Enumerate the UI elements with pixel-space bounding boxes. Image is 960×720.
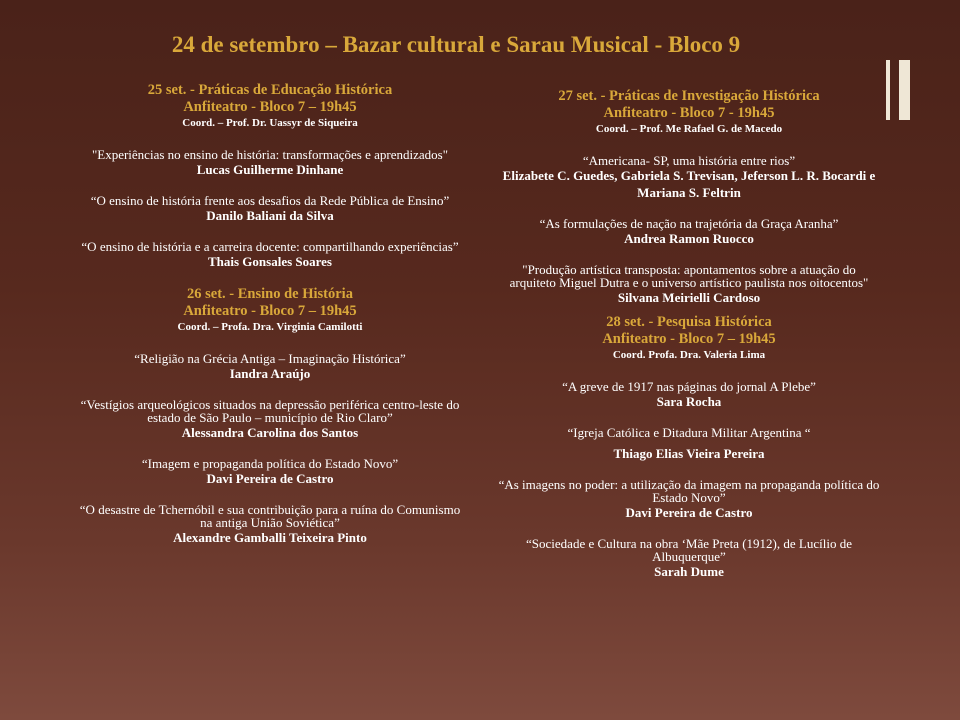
session-coordinator: Coord. Profa. Dra. Valeria Lima bbox=[612, 349, 766, 361]
talk-author: Davi Pereira de Castro bbox=[206, 471, 334, 486]
session-title: 28 set. - Pesquisa Histórica bbox=[606, 314, 772, 330]
talk-title: “Igreja Católica e Ditadura Militar Argentina “ bbox=[567, 425, 811, 440]
talk-title: “As formulações de nação na trajetória da Graça Aranha” bbox=[539, 216, 839, 231]
talk-item bbox=[498, 263, 880, 306]
session-coordinator: Coord. – Prof. Me Rafael G. de Macedo bbox=[595, 123, 783, 135]
talk-author: Davi Pereira de Castro bbox=[625, 505, 753, 520]
talk-title: “Americana- SP, uma história entre rios” bbox=[582, 153, 796, 168]
talk-item bbox=[78, 240, 462, 270]
talk-item bbox=[78, 457, 462, 487]
page-title: 24 de setembro – Bazar cultural e Sarau Musical - Bloco 9 bbox=[171, 32, 741, 57]
talk-item bbox=[498, 426, 880, 462]
talk-title: “O ensino de história frente aos desafios da Rede Pública de Ensino” bbox=[90, 193, 450, 208]
talk-author: Silvana Meirielli Cardoso bbox=[617, 290, 761, 305]
talk-item bbox=[78, 352, 462, 382]
talk-author: Sarah Dume bbox=[654, 564, 724, 579]
talk-item bbox=[78, 194, 462, 224]
talk-author: Lucas Guilherme Dinhane bbox=[196, 162, 344, 177]
talk-item bbox=[498, 478, 880, 521]
talk-item bbox=[78, 148, 462, 178]
talk-author: Andrea Ramon Ruocco bbox=[624, 231, 754, 246]
talk-item bbox=[498, 217, 880, 247]
talk-title: “Religião na Grécia Antiga – Imaginação Histórica” bbox=[134, 351, 406, 366]
talk-author: Iandra Araújo bbox=[229, 366, 311, 381]
talk-title: “As imagens no poder: a utilização da imagem na propaganda política do Estado Novo” bbox=[498, 477, 880, 505]
talk-item bbox=[78, 503, 462, 546]
decorative-bar-thick bbox=[899, 60, 910, 120]
session-title: 27 set. - Práticas de Investigação Histórica bbox=[558, 88, 820, 104]
talk-title: "Experiências no ensino de história: transformações e aprendizados" bbox=[91, 147, 449, 162]
talk-item bbox=[498, 380, 880, 410]
right-column bbox=[498, 88, 880, 596]
talk-title: “Imagem e propaganda política do Estado Novo” bbox=[141, 456, 399, 471]
talk-title: “A greve de 1917 nas páginas do jornal A Plebe” bbox=[562, 379, 816, 394]
session-section bbox=[498, 88, 880, 306]
talk-author: Thais Gonsales Soares bbox=[207, 254, 332, 269]
talk-title: "Produção artística transposta: apontamentos sobre a atuação do arquiteto Miguel Dutra e o universo artístico paulista nos oitocentos" bbox=[509, 262, 869, 290]
talk-title: “Vestígios arqueológicos situados na depressão periférica centro-leste do estado de São Paulo – município de Rio Claro” bbox=[80, 397, 460, 425]
decorative-bar-thin bbox=[886, 60, 890, 120]
talk-title: “O desastre de Tchernóbil e sua contribuição para a ruína do Comunismo na antiga União Soviética” bbox=[79, 502, 461, 530]
talk-author: Sara Rocha bbox=[656, 394, 722, 409]
talk-item bbox=[498, 537, 880, 580]
session-title: 25 set. - Práticas de Educação Histórica bbox=[147, 82, 393, 98]
talk-title: “O ensino de história e a carreira docente: compartilhando experiências” bbox=[81, 239, 459, 254]
session-section bbox=[498, 314, 880, 580]
talk-author: Alexandre Gamballi Teixeira Pinto bbox=[173, 530, 367, 545]
session-venue: Anfiteatro - Bloco 7 – 19h45 bbox=[183, 99, 357, 115]
talk-author: Elizabete C. Guedes, Gabriela S. Trevisan, Jeferson L. R. Bocardi e Mariana S. Feltrin bbox=[502, 168, 876, 200]
session-coordinator: Coord. – Profa. Dra. Virginia Camilotti bbox=[177, 321, 363, 333]
session-venue: Anfiteatro - Bloco 7 – 19h45 bbox=[183, 303, 357, 319]
session-venue: Anfiteatro - Bloco 7 - 19h45 bbox=[603, 105, 775, 121]
talk-author: Thiago Elias Vieira Pereira bbox=[613, 446, 765, 461]
left-column bbox=[78, 82, 462, 562]
talk-item bbox=[78, 398, 462, 441]
session-section bbox=[78, 82, 462, 270]
talk-title: “Sociedade e Cultura na obra ‘Mãe Preta (1912), de Lucílio de Albuquerque” bbox=[526, 536, 852, 564]
session-venue: Anfiteatro - Bloco 7 – 19h45 bbox=[602, 331, 776, 347]
session-section bbox=[78, 286, 462, 546]
talk-item bbox=[498, 154, 880, 201]
session-coordinator: Coord. – Prof. Dr. Uassyr de Siqueira bbox=[182, 117, 358, 129]
session-title: 26 set. - Ensino de História bbox=[187, 286, 353, 302]
talk-author: Danilo Baliani da Silva bbox=[206, 208, 334, 223]
talk-author: Alessandra Carolina dos Santos bbox=[181, 425, 359, 440]
